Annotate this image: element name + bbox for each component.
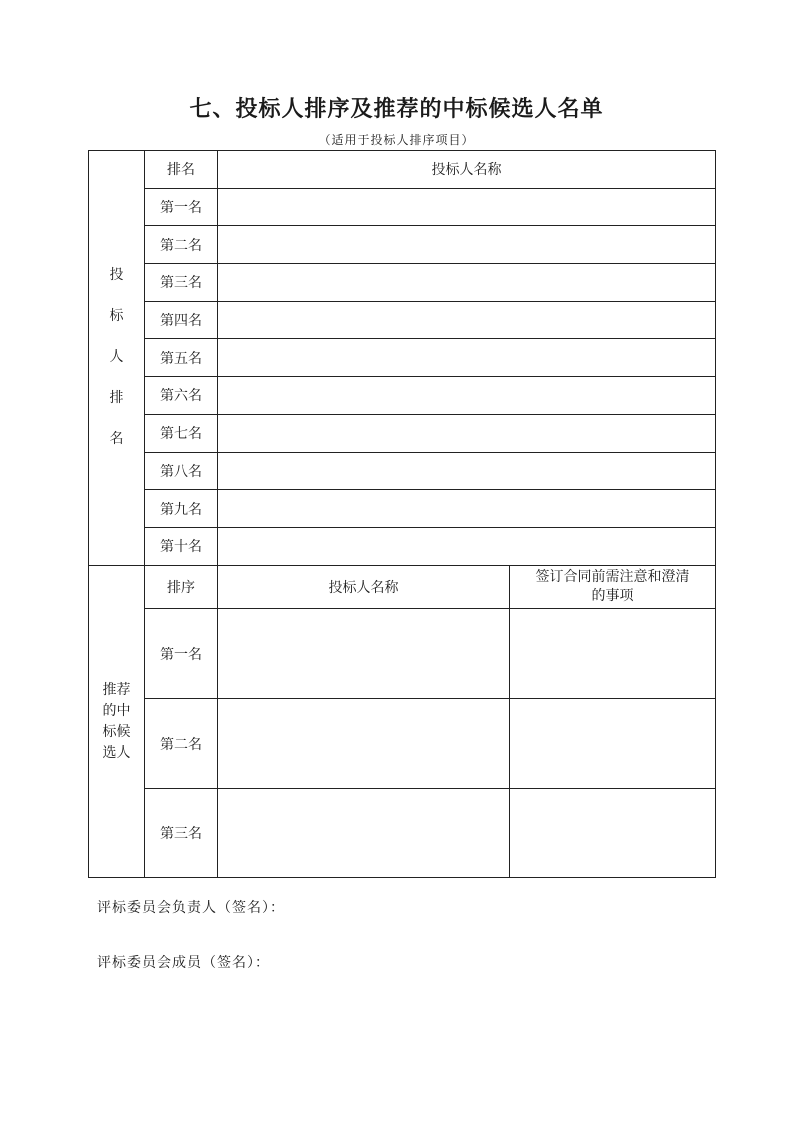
- table-row: [89, 377, 716, 415]
- side-label-line: 标候: [102, 723, 131, 740]
- table-row: [89, 490, 716, 528]
- rank-cell: 第一名: [145, 188, 218, 226]
- page-title: 七、投标人排序及推荐的中标候选人名单: [189, 96, 604, 122]
- bidder-name-field[interactable]: [218, 699, 510, 789]
- header-bidder-name: 投标人名称: [218, 566, 510, 609]
- table-row: [89, 414, 716, 452]
- table-row: [89, 339, 716, 377]
- bidder-name-field[interactable]: [218, 339, 716, 377]
- rank-cell: 第九名: [145, 490, 218, 528]
- table-row: [89, 188, 716, 226]
- bidder-name-field[interactable]: [218, 264, 716, 302]
- recommend-side-label: [89, 566, 145, 878]
- header-notes-line: 签订合同前需注意和澄清: [535, 569, 690, 585]
- notes-field[interactable]: [510, 789, 716, 878]
- table-row: [89, 226, 716, 264]
- bidder-name-field[interactable]: [218, 609, 510, 699]
- rank-cell: 第七名: [145, 414, 218, 452]
- rank-cell: 第三名: [145, 264, 218, 302]
- bidder-name-field[interactable]: [218, 301, 716, 339]
- rank-cell: 第四名: [145, 301, 218, 339]
- header-notes: [510, 566, 716, 609]
- bidder-name-field[interactable]: [218, 377, 716, 415]
- rank-cell: 第六名: [145, 377, 218, 415]
- rank-cell: 第三名: [145, 789, 218, 878]
- table-row: [89, 527, 716, 565]
- table-row: [89, 609, 716, 699]
- bidder-name-field[interactable]: [218, 452, 716, 490]
- ranking-table: [88, 150, 716, 566]
- table-row: [89, 452, 716, 490]
- header-rank: 排名: [145, 151, 218, 189]
- side-label-char: 人: [109, 349, 124, 366]
- bidder-name-field[interactable]: [218, 490, 716, 528]
- recommended-candidates-table: [88, 565, 716, 878]
- rank-cell: 第十名: [145, 527, 218, 565]
- notes-field[interactable]: [510, 699, 716, 789]
- notes-field[interactable]: [510, 609, 716, 699]
- side-label-line: 推荐: [102, 681, 131, 698]
- table-row: [89, 789, 716, 878]
- bidder-name-field[interactable]: [218, 789, 510, 878]
- rank-cell: 第五名: [145, 339, 218, 377]
- table-row: [89, 301, 716, 339]
- page-subtitle: （适用于投标人排序项目）: [318, 133, 475, 147]
- header-bidder-name: 投标人名称: [218, 151, 716, 189]
- rank-cell: 第一名: [145, 609, 218, 699]
- rank-cell: 第二名: [145, 226, 218, 264]
- bidder-name-field[interactable]: [218, 226, 716, 264]
- side-label-char: 排: [109, 390, 124, 407]
- bidder-name-field[interactable]: [218, 414, 716, 452]
- bidder-name-field[interactable]: [218, 527, 716, 565]
- table-row: [89, 264, 716, 302]
- side-label-char: 名: [109, 431, 124, 448]
- table-row: [89, 699, 716, 789]
- leader-signature-line: 评标委员会负责人（签名）：: [97, 900, 285, 916]
- header-order: 排序: [145, 566, 218, 609]
- rank-cell: 第二名: [145, 699, 218, 789]
- side-label-line: 选人: [102, 744, 131, 761]
- rank-cell: 第八名: [145, 452, 218, 490]
- bidder-name-field[interactable]: [218, 188, 716, 226]
- side-label-line: 的中: [102, 702, 131, 719]
- side-label-char: 投: [109, 267, 124, 284]
- header-notes-line: 的事项: [591, 588, 634, 604]
- ranking-side-label: [89, 151, 145, 566]
- member-signature-line: 评标委员会成员（签名）：: [97, 955, 270, 971]
- side-label-char: 标: [109, 308, 124, 325]
